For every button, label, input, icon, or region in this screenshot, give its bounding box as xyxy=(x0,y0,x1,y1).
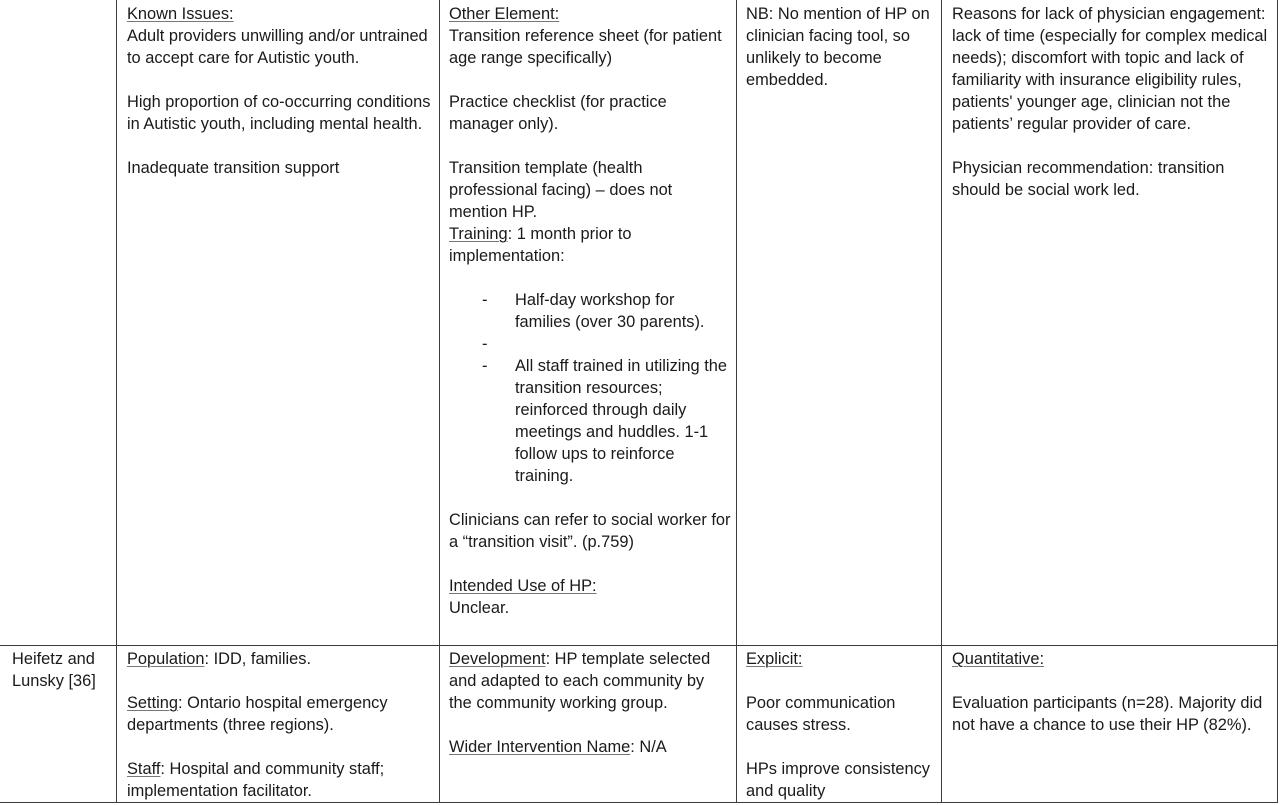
training-label: Training xyxy=(449,225,508,243)
quantitative-label: Quantitative: xyxy=(952,650,1045,668)
other-element-heading: Other Element: xyxy=(449,5,560,23)
list-item: - Half-day workshop for families (over 30 parents). xyxy=(449,289,731,333)
row1-col5-cell xyxy=(952,3,1270,643)
development-label: Development xyxy=(449,650,546,668)
known-issues-para: Adult providers unwilling and/or untrained to accept care for Autistic youth. xyxy=(127,27,428,67)
practice-checklist-text: Practice checklist (for practice manager only). xyxy=(449,93,667,133)
row2-col1-cell xyxy=(12,648,112,800)
setting-label: Setting xyxy=(127,694,179,712)
wider-intervention-label: Wider Intervention Name xyxy=(449,738,631,756)
intended-use-value: Unclear. xyxy=(449,599,510,617)
row2-col2-cell xyxy=(127,648,432,800)
staff-value: : Hospital and community staff; implementation facilitator. xyxy=(127,760,385,800)
wider-intervention-text xyxy=(449,736,731,758)
explicit-label: Explicit: xyxy=(746,650,803,668)
column-border xyxy=(439,0,440,802)
column-border xyxy=(941,0,942,802)
physician-engagement-text: Reasons for lack of physician engagement: lack of time (especially for complex medical needs); discomfort with topic and lack of familiarity with insurance eligibility rules, patients' younger age, clinician not the patients’ regular provider of care. xyxy=(952,5,1268,133)
known-issues-para: Inadequate transition support xyxy=(127,159,340,177)
transition-template-text: Transition template (health professional facing) – does not mention HP. xyxy=(449,159,673,221)
quantitative-para: Evaluation participants (n=28). Majority did not have a chance to use their HP (82%). xyxy=(952,694,1263,734)
row2-col4-cell xyxy=(746,648,936,800)
social-worker-text: Clinicians can refer to social worker for a “transition visit”. (p.759) xyxy=(449,511,731,551)
row1-col3-cell xyxy=(449,3,731,643)
training-text xyxy=(449,223,731,267)
column-border xyxy=(116,0,117,802)
staff-label: Staff xyxy=(127,760,161,778)
wider-intervention-value: : N/A xyxy=(630,738,667,756)
physician-recommendation-text: Physician recommendation: transition should be social work led. xyxy=(952,159,1225,199)
intended-use-label: Intended Use of HP: xyxy=(449,577,597,595)
row-border xyxy=(0,645,1278,646)
population-label: Population xyxy=(127,650,205,668)
row2-col5-cell xyxy=(952,648,1270,800)
explicit-para: HPs improve consistency and quality xyxy=(746,760,931,800)
setting-value: : Ontario hospital emergency departments (three regions). xyxy=(127,694,388,734)
training-list xyxy=(449,289,731,487)
row1-col4-cell xyxy=(746,3,936,643)
list-spacer xyxy=(449,333,731,355)
population-text xyxy=(127,648,432,670)
development-text xyxy=(449,648,731,714)
training-detail: : 1 month prior to implementation: xyxy=(449,225,632,265)
development-value: : HP template selected and adapted to each community by the community working group. xyxy=(449,650,711,712)
known-issues-para: High proportion of co-occurring conditions in Autistic youth, including mental health. xyxy=(127,93,431,133)
known-issues-heading: Known Issues: xyxy=(127,5,234,23)
reference-sheet-text: Transition reference sheet (for patient age range specifically) xyxy=(449,27,722,67)
row2-col3-cell xyxy=(449,648,731,800)
list-item: - All staff trained in utilizing the transition resources; reinforced through daily meetings and huddles. 1-1 follow ups to reinforce training. xyxy=(449,355,731,487)
nb-note: NB: No mention of HP on clinician facing tool, so unlikely to become embedded. xyxy=(746,5,930,89)
population-value: : IDD, families. xyxy=(204,650,312,668)
row1-col2-cell xyxy=(127,3,432,643)
staff-text xyxy=(127,758,432,800)
setting-text xyxy=(127,692,432,736)
column-border xyxy=(1277,0,1278,802)
row-border xyxy=(0,802,1278,803)
explicit-para: Poor communication causes stress. xyxy=(746,694,896,734)
column-border xyxy=(736,0,737,802)
study-citation: Heifetz and Lunsky [36] xyxy=(12,650,96,690)
